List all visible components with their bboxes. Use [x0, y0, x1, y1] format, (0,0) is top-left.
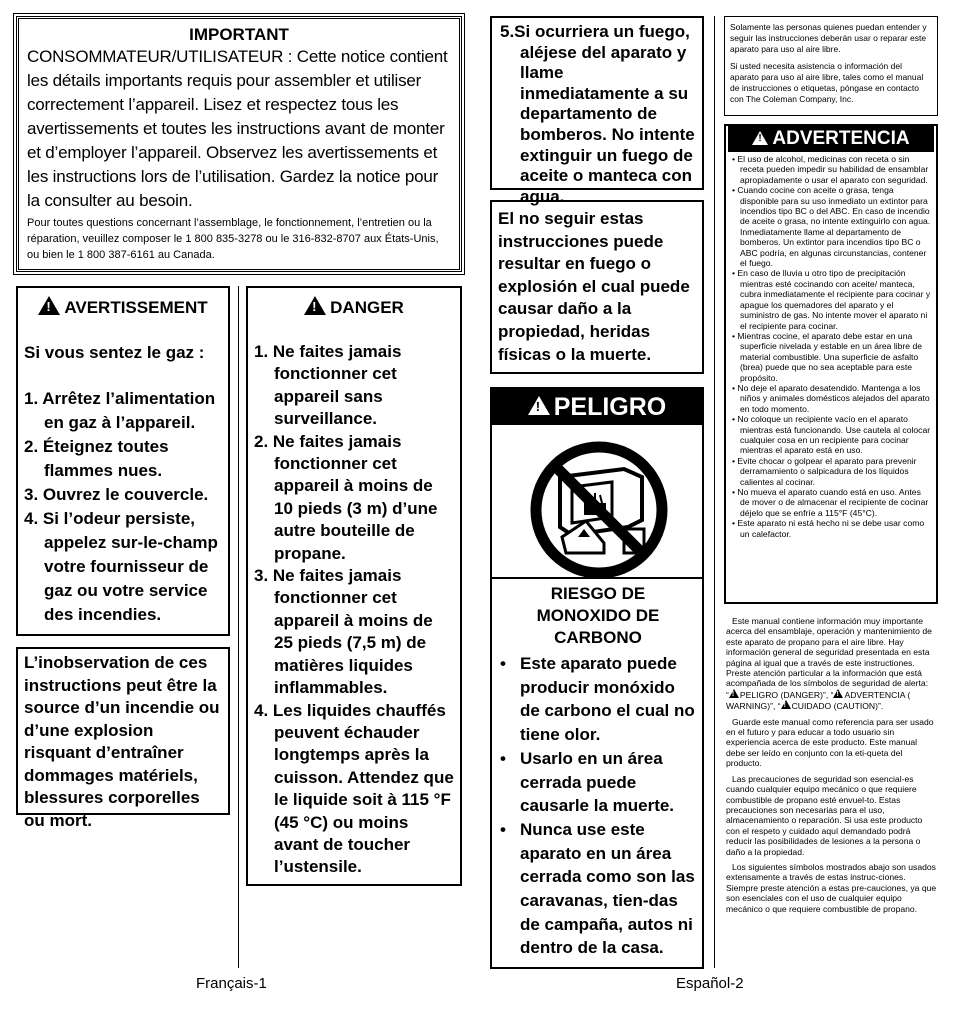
important-body: CONSOMMATEUR/UTILISATEUR : Cette notice contient les détails importants requis pour assembler et utiliser correctement l’appareil. Lisez et respectez tous les avertissements et toutes les instructions avant de monter et d’employer l’appareil. Observez les avertissements et les instructions lors de l’utilisation. Gardez la notice pour la consulter au besoin. — [27, 47, 448, 210]
list-item: 1. Arrêtez l’alimentation en gaz à l’appareil. — [24, 389, 216, 432]
footer-left-page-number: Français-1 — [196, 975, 267, 992]
es-consequence-text: El no seguir estas instrucciones puede resultar en fuego o explosión el cual puede causar daño a la propiedad, heridas físicas o la muerte. — [498, 209, 690, 364]
no-closed-area-pictogram — [492, 425, 702, 577]
solamente-box — [724, 16, 938, 116]
solamente-p1: Solamente las personas quienes puedan entender y seguir las instrucciones deberán usar o reparar este aparato para uso al aire libre. — [730, 22, 927, 54]
peligro-list — [500, 652, 696, 960]
column-divider — [238, 286, 239, 968]
warning-triangle-icon — [833, 689, 843, 698]
fr-consequence-box — [16, 647, 230, 830]
manual-p4: Los siguientes símbolos mostrados abajo son usados extensamente a través de estas instruc-ciones. Siempre preste atención a estas pre-cauciones, ya que son esenciales con el uso de cualquier equipo mecánico o que requiere combustible de propano. — [726, 861, 937, 914]
advertencia-title: ADVERTENCIA — [772, 128, 910, 149]
avertissement-box — [16, 286, 230, 636]
list-item: • Evite chocar o golpear el aparato para prevenir derramamiento o salpicadura de los líquidos calientes al cocinar. — [732, 456, 932, 487]
danger-title: DANGER — [330, 298, 404, 317]
es-consequence-box — [490, 200, 704, 374]
list-item: 3. Ouvrez le couvercle. — [24, 485, 209, 504]
list-item: • Mientras cocine, el aparato debe estar en una superficie nivelada y estable en un área libre de material combustible. Una superficie de asfalto (brea) puede que no sea aceptable para este propósito. — [732, 331, 932, 383]
avertissement-header — [24, 296, 222, 320]
danger-header — [254, 296, 454, 320]
manual-alerts: “! PELIGRO (DANGER)”, “! ADVERTENCIA ( WARNING)”, “! CUIDADO (CAUTION)”. — [726, 689, 938, 712]
list-item: • En caso de lluvia u otro tipo de precipitación mientras esté cocinando con aceite/ manteca, cubra inmediatamente el recipiente para cocinar y apague los quemadores del aparato y el suministro de gas. No intente mover el aparato ni el recipiente para cocinar. — [732, 268, 932, 330]
es-fire-text: 5.Si ocurriera un fuego, aléjese del aparato y llame inmediatamente a su departamento de bomberos. No intente extinguir un fuego de aceite o manteca con agua. — [500, 22, 695, 206]
list-item: • Nunca use este aparato en un área cerrada como son las caravanas, tien-das de campaña, autos ni dentro de la casa. — [500, 818, 696, 960]
list-item: • Cuando cocine con aceite o grasa, tenga disponible para su uso inmediato un extintor para incendios tipo BC o del ABC. En caso de incendio de aceite o grasa, no intente extinguirlo con agua. Inmediatamente llame al departamento de bomberos. Un extintor para incendios tipo BC o ABC podría, en algunas circunstancias, contener el fuego. — [732, 185, 932, 268]
advertencia-list — [726, 152, 936, 539]
danger-box — [246, 286, 462, 886]
list-item: 2. Éteignez toutes flammes nues. — [24, 437, 169, 480]
peligro-header — [492, 389, 702, 425]
peligro-title: PELIGRO — [553, 393, 667, 421]
warning-triangle-icon — [38, 296, 60, 315]
es-fire-box — [490, 16, 704, 206]
manual-text — [726, 616, 938, 914]
peligro-risk-title: RIESGO DE MONOXIDO DE CARBONO — [536, 584, 660, 647]
list-item: • Usarlo en un área cerrada puede causarle la muerte. — [500, 747, 696, 818]
list-item: 2. Ne faites jamais fonctionner cet appareil à moins de 10 pieds (3 m) d’une autre bouteille de propane. — [254, 431, 438, 563]
list-item: • El uso de alcohol, medicinas con receta o sin receta pueden impedir su habilidad de ensamblar apropiadamente o usar el aparato con seguridad. — [732, 154, 932, 185]
list-item: • Este aparato puede producir monóxido de carbono el cual no tiene olor. — [500, 652, 696, 747]
list-item: 4. Les liquides chauffés peuvent échauder longtemps après la cuisson. Attendez que le liquide soit à 115 °F (45 °C) ou moins avant de toucher l’ustensile. — [254, 700, 454, 877]
warning-triangle-icon — [729, 689, 739, 698]
manual-p3: Las precauciones de seguridad son esencial-es cuando cualquier equipo mecánico o que requiere combustible de propano esté envuel-to. Estas precauciones son necesarias para el uso, almacenamiento o reparación. Si usa este producto con el respeto y cuidado aquí demandado podrá reducir las posibilidades de lesiones a la persona o daño a la propiedad. — [726, 773, 923, 857]
manual-p2: Guarde este manual como referencia para ser usado en el futuro y para educar a todo usuario sin experiencia acerca de este producto. Este manual debe ser leído en conjunto con la eti-queta del producto. — [726, 716, 934, 769]
list-item: 1. Ne faites jamais fonctionner cet appareil sans surveillance. — [254, 342, 402, 429]
danger-list — [254, 341, 454, 879]
list-item: • Este aparato ni está hecho ni se debe usar como un calefactor. — [732, 518, 932, 539]
warning-triangle-icon — [752, 131, 768, 145]
avertissement-intro: Si vous sentez le gaz : — [24, 343, 205, 362]
peligro-content — [492, 577, 702, 960]
fr-consequence-text: L’inobservation de ces instructions peut être la source d’un incendie ou d’une explosion risquant d’entraîner dommages matériels, blessures corporelles ou mort. — [24, 653, 220, 830]
important-title: IMPORTANT — [189, 25, 289, 44]
peligro-box — [490, 387, 704, 969]
list-item: • No coloque un recipiente vacío en el aparato mientras está funcionando. Use cautela al colocar cualquier cosa en un recipiente para cocinar mientras el aparato está en uso. — [732, 414, 932, 456]
manual-p1: Este manual contiene información muy importante acerca del ensamblaje, operación y mantenimiento de este aparato de propano para el aire libre. Hay información general de seguridad presentada en esta página al igual que a través de este instructiones. Preste atención particular a la información que está acompañada de los símbolos de seguridad de alerta: — [726, 616, 932, 689]
warning-triangle-icon — [304, 296, 326, 315]
important-box — [16, 16, 462, 272]
list-item: • No mueva el aparato cuando está en uso. Antes de mover o de almacenar el recipiente de cocinar déjelo que se enfríe a 115°F (45°C). — [732, 487, 932, 518]
warning-triangle-icon — [528, 396, 550, 415]
footer-right-page-number: Español-2 — [676, 975, 744, 992]
list-item: • No deje el aparato desatendido. Mantenga a los niños y animales domésticos alejados del aparato en todo momento. — [732, 383, 932, 414]
solamente-p2: Si usted necesita asistencia o información del aparato para uso al aire libre, tales como el manual de instrucciones o etiquetas, póngase en contacto con The Coleman Company, Inc. — [730, 61, 924, 104]
list-item: 4. Si l’odeur persiste, appelez sur-le-champ votre fournisseur de gaz ou votre service des incendies. — [24, 509, 218, 624]
column-divider-right — [714, 16, 715, 968]
avertissement-title: AVERTISSEMENT — [64, 298, 208, 317]
important-note: Pour toutes questions concernant l’assemblage, le fonctionnement, l’entretien ou la réparation, veuillez composer le 1 800 835-3278 ou le 316-832-8707 aux États-Unis, ou bien le 1 800 387-6161 au Canada. — [27, 217, 439, 261]
advertencia-box — [724, 124, 938, 604]
list-item: 3. Ne faites jamais fonctionner cet appareil à moins de 25 pieds (7,5 m) de matières liquides inflammables. — [254, 566, 433, 698]
avertissement-list — [24, 387, 222, 627]
warning-triangle-icon — [781, 700, 791, 709]
no-indoor-use-icon — [492, 425, 702, 577]
advertencia-header — [728, 126, 934, 152]
